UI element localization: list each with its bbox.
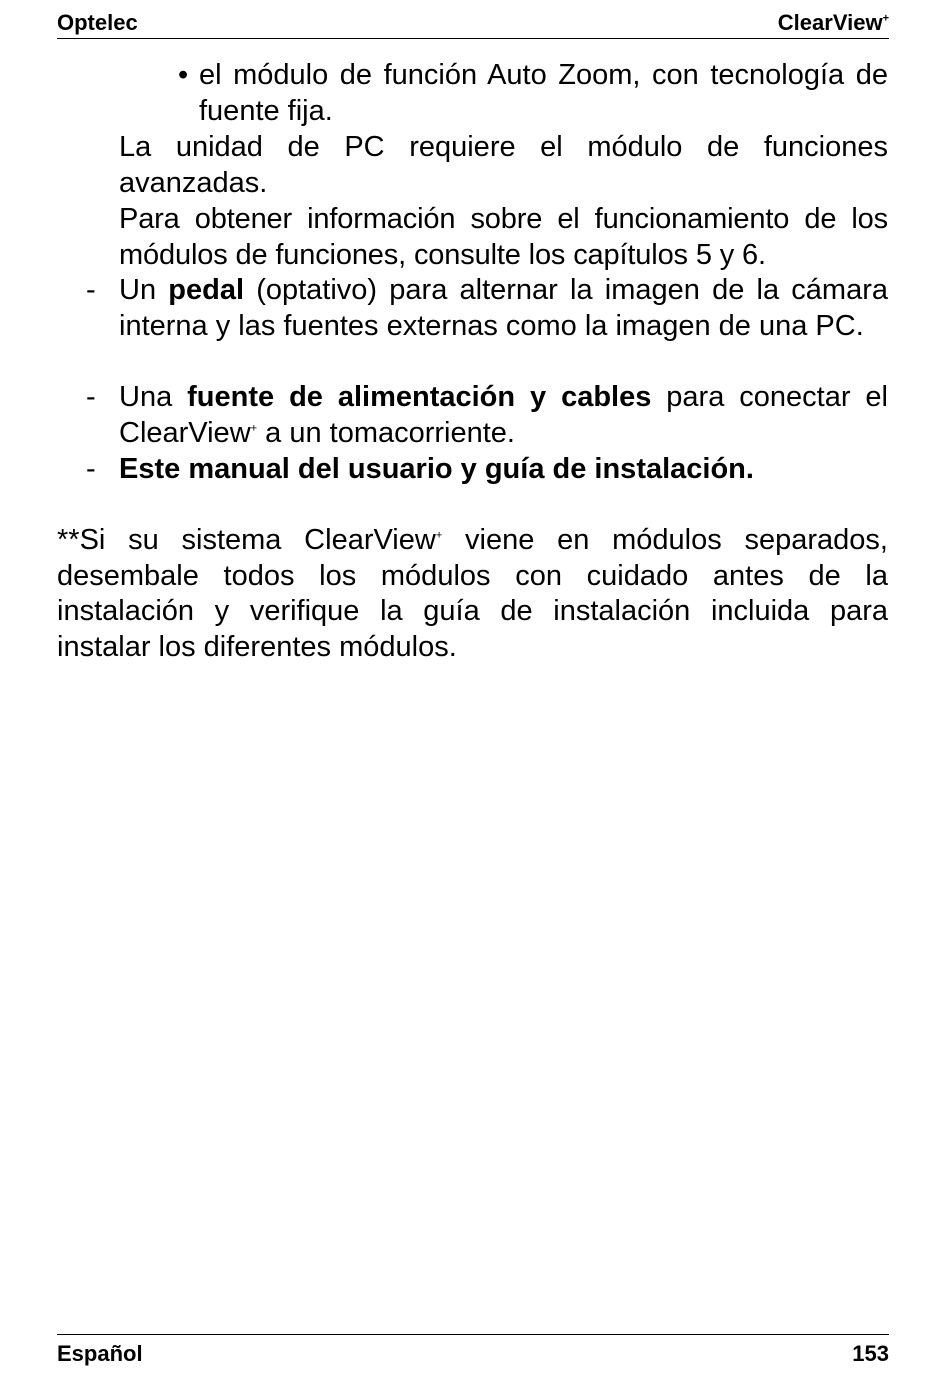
- page-header: [57, 10, 889, 39]
- header-product-sup: +: [882, 12, 889, 25]
- header-product: [778, 10, 889, 36]
- pc-unit-paragraph: La unidad de PC requiere el módulo de funciones avanzadas.: [119, 131, 888, 199]
- dash-marker-power: -: [86, 381, 96, 413]
- power-post2: a un tomacorriente.: [257, 416, 515, 449]
- bullet-marker: •: [178, 59, 189, 91]
- note-sup: +: [435, 529, 443, 542]
- page-number: 153: [852, 1341, 889, 1366]
- pedal-bold: pedal: [168, 274, 245, 306]
- modules-info-paragraph: Para obtener información sobre el funcionamiento de los módulos de funciones, consulte los capítulos 5 y 6.: [119, 203, 888, 271]
- note-post: viene en módulos separados, desembale todos los módulos con cuidado antes de la instalación y verifique la guía de instalación incluida para instalar los diferentes módulos.: [57, 524, 888, 663]
- dash-marker-manual: -: [86, 453, 96, 485]
- power-bold: fuente de alimentación y cables: [187, 381, 652, 413]
- dash-marker-pedal: -: [86, 274, 96, 306]
- manual-bold: Este manual del usuario y guía de instalación.: [119, 453, 754, 485]
- pedal-pre: Un: [119, 274, 169, 306]
- pedal-post: (optativo) para alternar la imagen de la cámara interna y las fuentes externas como la imagen de una PC.: [119, 274, 888, 342]
- note-pre: **Si su sistema ClearView: [57, 524, 436, 556]
- power-post1: para conectar el ClearView: [119, 381, 888, 449]
- item-power-supply: [119, 380, 888, 451]
- power-pre: Una: [119, 381, 188, 413]
- footer-language: Español: [57, 1341, 143, 1366]
- item-manual: [119, 452, 888, 488]
- separate-modules-note: [57, 523, 888, 665]
- header-product-name: ClearView: [777, 10, 883, 35]
- item-pedal: [119, 273, 888, 344]
- power-sup: +: [250, 421, 258, 434]
- bullet-auto-zoom: el módulo de función Auto Zoom, con tecnología de fuente fija.: [199, 59, 888, 127]
- header-brand: Optelec: [57, 10, 138, 35]
- page-footer: [57, 1334, 889, 1366]
